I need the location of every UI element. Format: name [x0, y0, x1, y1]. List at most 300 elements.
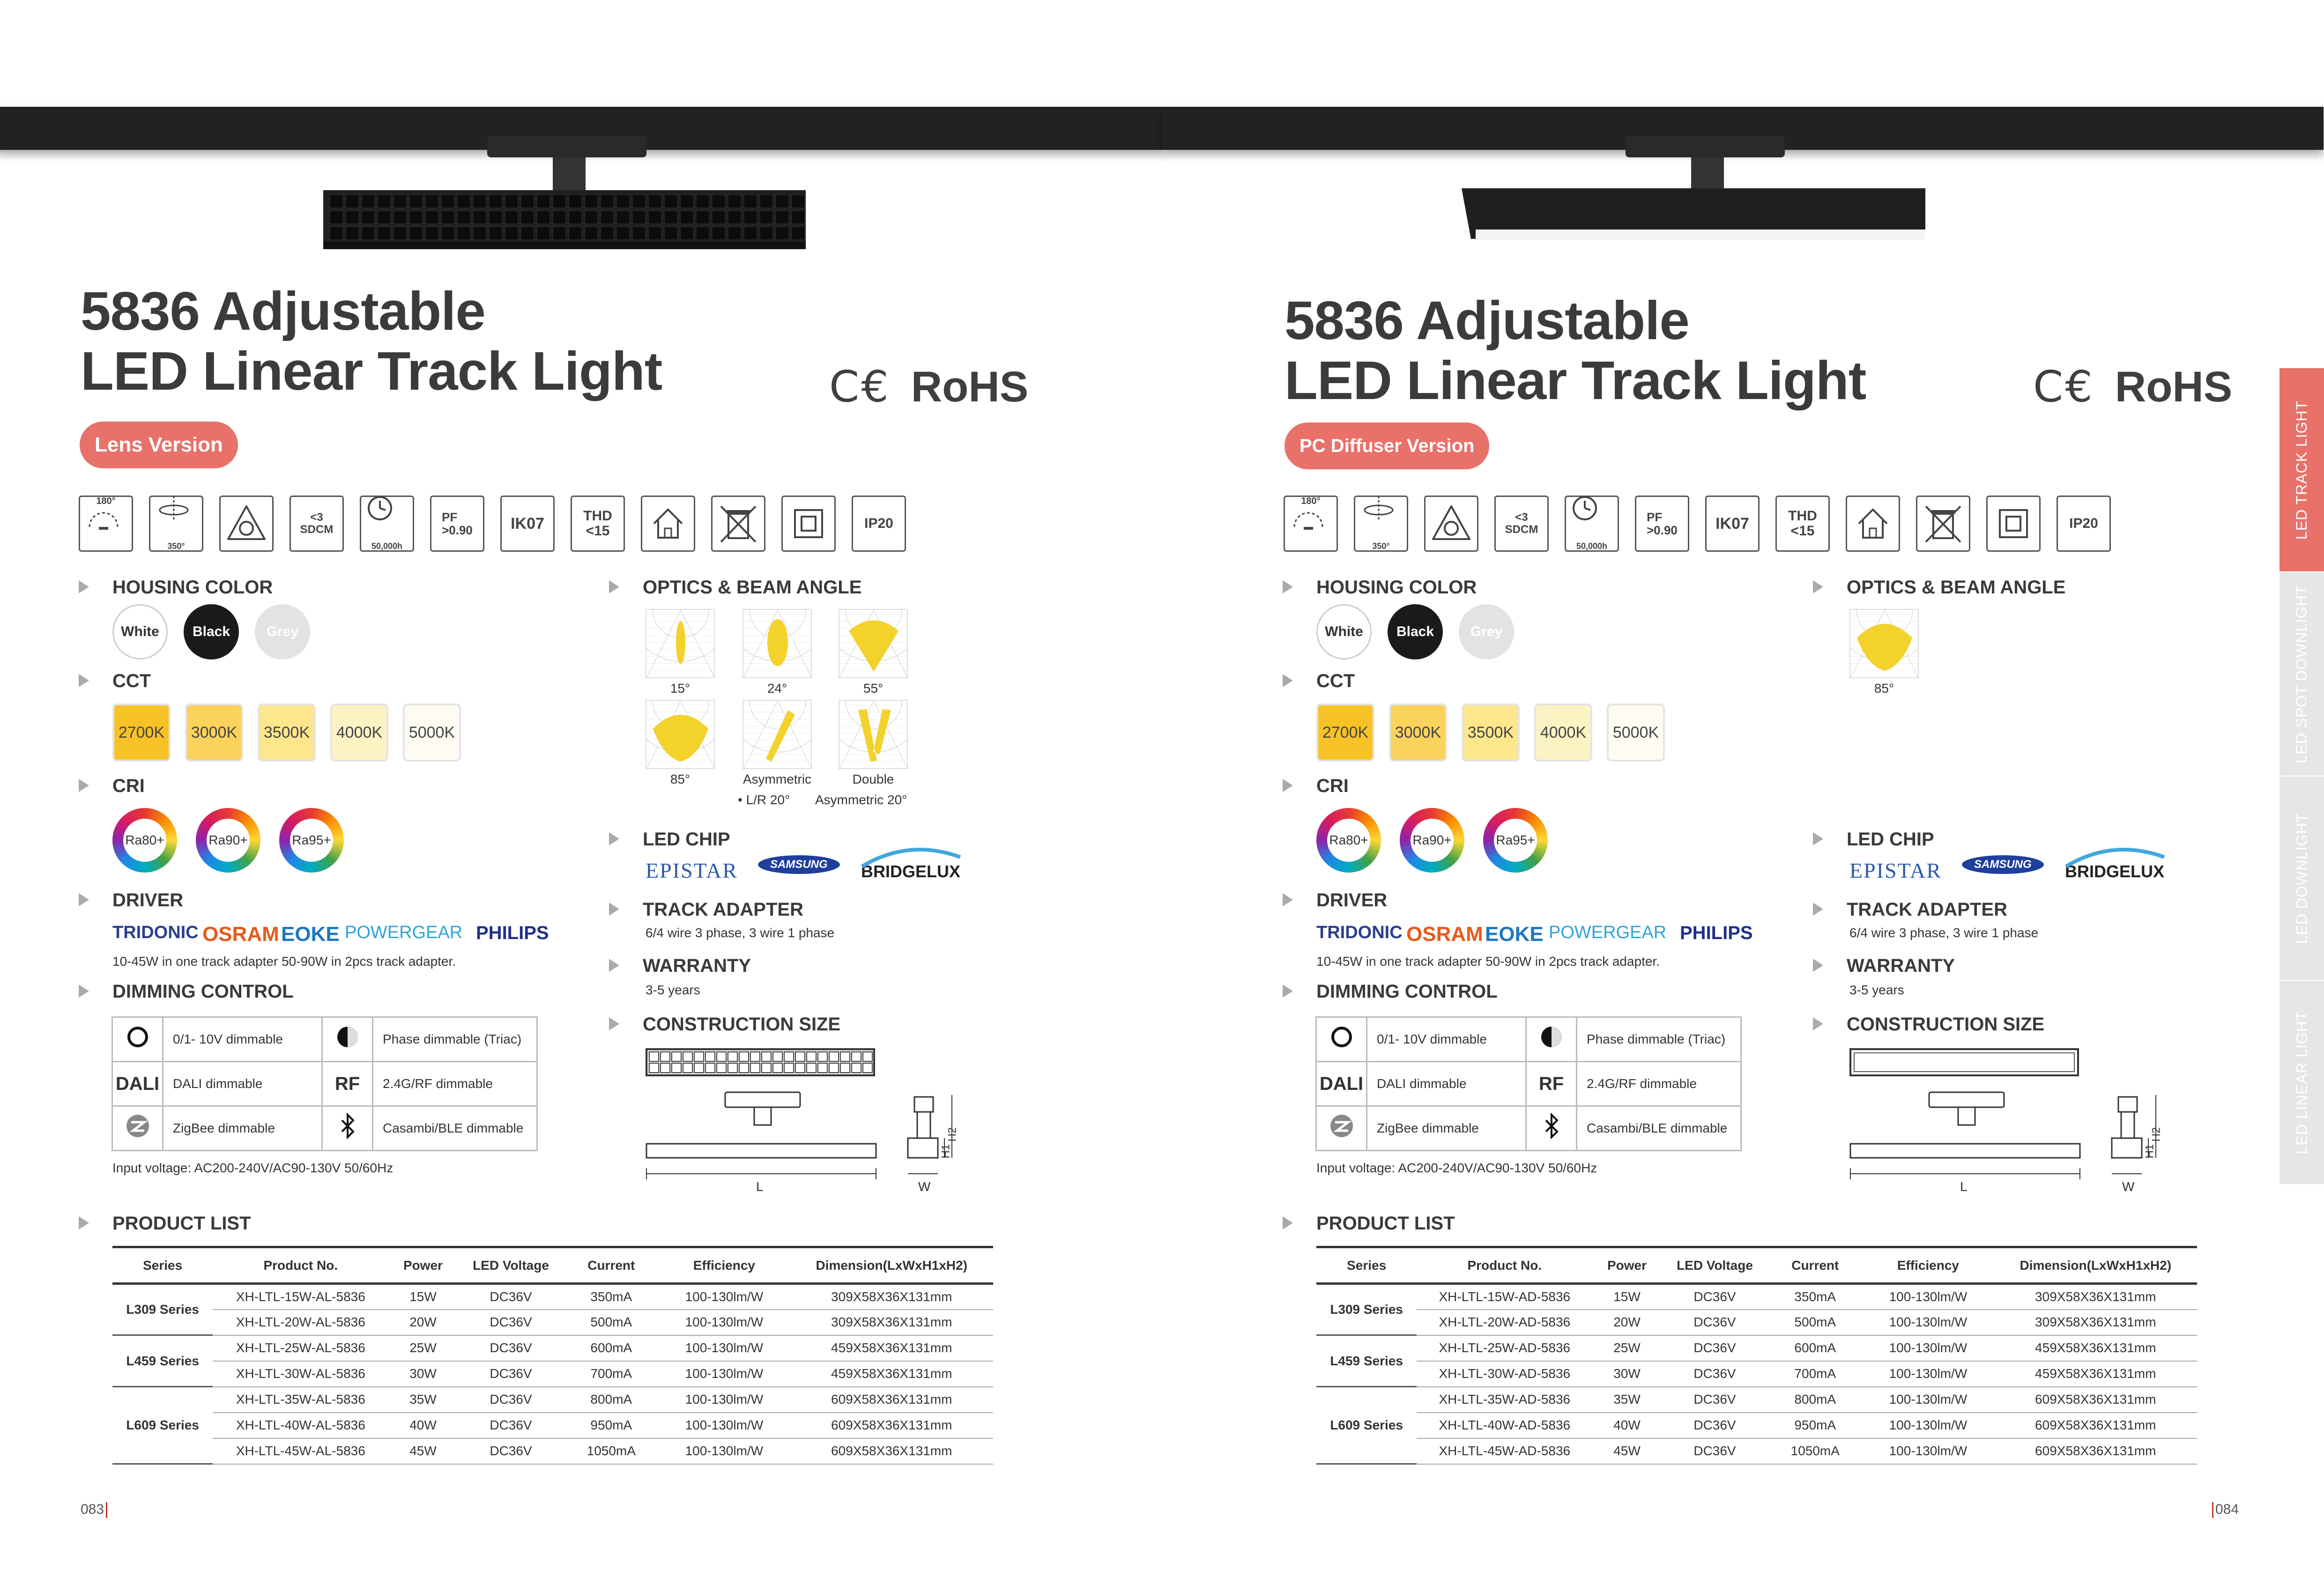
phase-dimmer-icon [1526, 1017, 1577, 1062]
product-cell: DC36V [458, 1310, 564, 1335]
rohs-mark: RoHS [911, 363, 1029, 411]
bullet-arrow-icon [1283, 779, 1293, 792]
section-track-adapter [609, 899, 803, 920]
weee-bin-icon [711, 496, 765, 552]
bullet-arrow-icon [79, 1216, 89, 1229]
cri-label: Ra90+ [1411, 819, 1454, 862]
section-label: LED CHIP [1847, 829, 1934, 850]
driver-brand-2: EOKE [281, 923, 340, 946]
section-product-list [1283, 1213, 1455, 1234]
table-row [112, 1284, 993, 1310]
product-cell: 40W [1592, 1413, 1661, 1438]
construction-side-view [1849, 1086, 2191, 1198]
rotate-350-icon [149, 496, 203, 552]
beam-note-asym: Asymmetric 20° [815, 792, 907, 807]
indoor-house-icon [1846, 496, 1900, 552]
triangle-eye-icon [219, 496, 274, 552]
product-cell: 45W [388, 1438, 457, 1464]
page-number-bar [106, 1502, 107, 1518]
class-ii-icon [781, 496, 836, 552]
ik-value: IK07 [1715, 515, 1749, 533]
tab-label: LED SPOT DOWNLIGHT [2293, 585, 2310, 763]
beam-angle-diagram-0 [646, 609, 715, 678]
section-warranty [609, 955, 751, 977]
section-cri [1283, 776, 1349, 797]
product-cell: DC36V [1662, 1438, 1768, 1464]
product-cell: 20W [1592, 1310, 1661, 1335]
section-dimming-control [79, 981, 294, 1002]
section-driver [79, 890, 183, 911]
driver-brand-2: EOKE [1485, 923, 1544, 946]
product-cell: 15W [1592, 1284, 1661, 1310]
chip-brand-epistar: EPISTAR [646, 859, 738, 882]
cri-label: Ra95+ [1494, 819, 1537, 862]
housing-color-2[interactable]: Grey [255, 604, 310, 659]
cri-label: Ra80+ [123, 819, 166, 862]
cri-option-1 [196, 808, 260, 873]
section-label: WARRANTY [1847, 955, 1955, 976]
cct-option-4[interactable]: 5000K [1607, 703, 1665, 762]
cct-option-3[interactable]: 4000K [330, 703, 388, 762]
column-header: Product No. [1417, 1247, 1592, 1284]
class-ii-icon [1986, 496, 2041, 552]
track-adapter-value: 6/4 wire 3 phase, 3 wire 1 phase [1849, 925, 2039, 940]
dali-text: DALI [1319, 1073, 1364, 1094]
power-factor-icon [430, 496, 484, 552]
product-cell: 950mA [1768, 1413, 1862, 1438]
bullet-arrow-icon [1813, 959, 1823, 972]
series-cell: L309 Series [112, 1284, 213, 1335]
tilt-180-icon [79, 496, 133, 552]
spec-icon-row [79, 496, 922, 552]
bullet-arrow-icon [1813, 903, 1823, 916]
product-cell: 100-130lm/W [1862, 1361, 1994, 1387]
section-label: LED CHIP [643, 829, 730, 850]
product-cell: DC36V [1662, 1335, 1768, 1361]
product-cell: 100-130lm/W [1862, 1387, 1994, 1413]
title-line-1: 5836 Adjustable [1285, 290, 1689, 351]
housing-color-0[interactable]: White [112, 604, 168, 659]
column-header: Product No. [213, 1247, 388, 1284]
beam-angle-label-1: 24° [767, 681, 787, 696]
product-cell: 609X58X36X131mm [790, 1387, 994, 1413]
table-row [1316, 1438, 2197, 1464]
beam-angle-label-5: Double [852, 772, 894, 786]
product-cell: 309X58X36X131mm [790, 1284, 994, 1310]
section-label: TRACK ADAPTER [643, 899, 803, 920]
tab-label: LED DOWNLIGHT [2293, 813, 2310, 944]
product-cell: 459X58X36X131mm [790, 1361, 994, 1387]
thd-value: <15 [1790, 523, 1815, 539]
rotation-label: 350° [1372, 541, 1390, 551]
section-label: CCT [112, 671, 151, 691]
power-factor-icon [1635, 496, 1689, 552]
cri-option-2 [1483, 808, 1548, 873]
section-label: PRODUCT LIST [1316, 1213, 1455, 1234]
bullet-arrow-icon [79, 580, 89, 593]
section-label: HOUSING COLOR [1316, 577, 1477, 598]
cct-option-2[interactable]: 3500K [1462, 703, 1520, 762]
driver-brand-0: TRIDONIC [112, 923, 199, 942]
product-cell: 100-130lm/W [658, 1335, 790, 1361]
thd-label: THD [583, 508, 612, 524]
bullet-arrow-icon [609, 903, 619, 916]
product-cell: DC36V [1662, 1310, 1768, 1335]
bullet-arrow-icon [609, 832, 619, 845]
column-header: Dimension(LxWxH1xH2) [1994, 1247, 2198, 1284]
product-title [1285, 290, 1866, 410]
ik-value: IK07 [511, 515, 544, 533]
cct-option-1[interactable]: 3000K [1389, 703, 1447, 762]
cct-option-2[interactable]: 3500K [258, 703, 316, 762]
ip-value: IP20 [864, 516, 893, 531]
beam-angle-diagram-1 [742, 609, 812, 678]
product-cell: XH-LTL-40W-AD-5836 [1417, 1413, 1592, 1438]
dimming-table [111, 1016, 538, 1151]
driver-brand-0: TRIDONIC [1316, 923, 1403, 942]
sdcm-value: <3 [1515, 511, 1528, 524]
dim-label-h2: H2 [946, 1127, 959, 1142]
product-cell: 25W [388, 1335, 457, 1361]
angle-label: 180° [1301, 496, 1321, 506]
beam-angle-diagram-5 [839, 700, 908, 769]
product-cell: 500mA [1768, 1310, 1862, 1335]
product-cell: 100-130lm/W [658, 1387, 790, 1413]
column-header: Efficiency [658, 1247, 790, 1284]
driver-note: 10-45W in one track adapter 50-90W in 2pcs track adapter. [1316, 954, 1660, 969]
dimming-option: 2.4G/RF dimmable [373, 1062, 537, 1106]
thd-icon [571, 496, 625, 552]
housing-color-2[interactable]: Grey [1459, 604, 1514, 659]
driver-note: 10-45W in one track adapter 50-90W in 2pcs track adapter. [112, 954, 456, 969]
product-cell: XH-LTL-35W-AD-5836 [1417, 1387, 1592, 1413]
product-cell: 600mA [1768, 1335, 1862, 1361]
table-row [112, 1438, 993, 1464]
page-number-text: 083 [81, 1502, 104, 1517]
column-header: Power [388, 1247, 457, 1284]
sdcm-label: SDCM [300, 523, 334, 536]
table-row [1316, 1361, 2197, 1387]
product-cell: 309X58X36X131mm [790, 1310, 994, 1335]
section-label: CRI [112, 776, 145, 796]
ik-rating-icon [500, 496, 555, 552]
bridgelux-swoosh-icon [2061, 843, 2169, 876]
product-cell: 1050mA [564, 1438, 658, 1464]
bullet-arrow-icon [1283, 1216, 1293, 1229]
column-header: Current [564, 1247, 658, 1284]
construction-top-view [1849, 1048, 2079, 1078]
dimming-option: 0/1- 10V dimmable [1367, 1017, 1526, 1062]
dim-label-h2: H2 [2150, 1127, 2163, 1142]
series-cell: L309 Series [1316, 1284, 1417, 1335]
page-number [81, 1502, 109, 1518]
product-cell: XH-LTL-15W-AL-5836 [213, 1284, 388, 1310]
dim-label-l: L [1960, 1179, 1968, 1194]
section-label: OPTICS & BEAM ANGLE [643, 577, 862, 598]
driver-brand-1: OSRAM [1406, 923, 1483, 946]
tab-label: LED LINEAR LIGHT [2293, 1011, 2310, 1154]
section-optics-beam-angle [609, 577, 861, 598]
product-cell: 15W [388, 1284, 457, 1310]
product-cell: 100-130lm/W [1862, 1310, 1994, 1335]
product-cell: 350mA [1768, 1284, 1862, 1310]
beam-angle-diagram-2 [839, 609, 908, 678]
rf-icon [1526, 1062, 1577, 1106]
lifespan-value: 50,000h [371, 541, 403, 551]
product-cell: 30W [388, 1361, 457, 1387]
product-cell: 459X58X36X131mm [1994, 1335, 2198, 1361]
page-number-text: 084 [2215, 1502, 2239, 1517]
cct-option-4[interactable]: 5000K [403, 703, 461, 762]
section-housing-color [79, 577, 273, 598]
dimming-option: Phase dimmable (Triac) [373, 1017, 537, 1062]
product-cell: 609X58X36X131mm [790, 1438, 994, 1464]
product-cell: XH-LTL-45W-AL-5836 [213, 1438, 388, 1464]
section-label: DRIVER [112, 890, 184, 911]
ip-rating-icon [852, 496, 906, 552]
track-light-diffuser-fixture [1457, 136, 1925, 248]
product-cell: XH-LTL-25W-AD-5836 [1417, 1335, 1592, 1361]
sdcm-value: <3 [310, 511, 323, 524]
tab-led-linear-light[interactable] [2279, 981, 2324, 1184]
cri-option-0 [1316, 808, 1381, 873]
cct-option-0[interactable]: 2700K [1316, 703, 1374, 762]
column-header: Series [112, 1247, 213, 1284]
sdcm-icon [290, 496, 344, 552]
product-cell: 800mA [1768, 1387, 1862, 1413]
cct-option-0[interactable]: 2700K [112, 703, 171, 762]
dimming-option: 2.4G/RF dimmable [1577, 1062, 1741, 1106]
section-label: WARRANTY [643, 955, 751, 976]
beam-angle-label-3: 85° [670, 772, 691, 786]
dimming-option: 0/1- 10V dimmable [163, 1017, 322, 1062]
rotate-350-icon [1354, 496, 1408, 552]
driver-brand-3: POWERGEAR [345, 923, 463, 942]
column-header: Dimension(LxWxH1xH2) [790, 1247, 994, 1284]
bullet-arrow-icon [1813, 1017, 1823, 1030]
zigbee-icon [1316, 1106, 1367, 1151]
table-row [1316, 1413, 2197, 1438]
product-cell: 309X58X36X131mm [1994, 1284, 2198, 1310]
product-cell: 40W [388, 1413, 457, 1438]
column-header: Power [1592, 1247, 1661, 1284]
cri-option-1 [1400, 808, 1464, 873]
ik-rating-icon [1705, 496, 1760, 552]
bullet-arrow-icon [1813, 580, 1823, 593]
series-cell: L459 Series [112, 1335, 213, 1387]
section-cri [79, 776, 145, 797]
dimming-option: ZigBee dimmable [1367, 1106, 1526, 1151]
product-cell: 609X58X36X131mm [1994, 1438, 2198, 1464]
product-cell: DC36V [1662, 1361, 1768, 1387]
bullet-arrow-icon [1283, 985, 1293, 998]
section-construction-size [609, 1014, 840, 1035]
rf-text: RF [334, 1073, 360, 1094]
product-cell: XH-LTL-45W-AD-5836 [1417, 1438, 1592, 1464]
dimming-row [112, 1106, 537, 1151]
title-line-1: 5836 Adjustable [81, 281, 485, 341]
housing-color-0[interactable]: White [1316, 604, 1372, 659]
product-cell: DC36V [458, 1361, 564, 1387]
input-voltage: Input voltage: AC200-240V/AC90-130V 50/60Hz [1316, 1161, 1597, 1175]
product-table-header [112, 1247, 993, 1284]
product-cell: 500mA [564, 1310, 658, 1335]
product-cell: 100-130lm/W [1862, 1438, 1994, 1464]
lifespan-value: 50,000h [1576, 541, 1608, 551]
product-cell: 45W [1592, 1438, 1661, 1464]
product-table [112, 1246, 993, 1465]
triangle-eye-icon [1424, 496, 1478, 552]
product-cell: 35W [1592, 1387, 1661, 1413]
pf-label: PF [442, 510, 458, 524]
cri-label: Ra80+ [1327, 819, 1370, 862]
product-cell: 100-130lm/W [658, 1413, 790, 1438]
bullet-arrow-icon [1283, 893, 1293, 906]
product-cell: DC36V [1662, 1387, 1768, 1413]
dimming-option: Casambi/BLE dimmable [1577, 1106, 1741, 1151]
product-cell: 100-130lm/W [658, 1284, 790, 1310]
cct-option-3[interactable]: 4000K [1534, 703, 1592, 762]
product-cell: DC36V [458, 1335, 564, 1361]
series-cell: L459 Series [1316, 1335, 1417, 1387]
pf-label: PF [1647, 510, 1663, 524]
product-cell: 600mA [564, 1335, 658, 1361]
dim-label-l: L [756, 1179, 764, 1194]
ce-mark: C€ [2033, 362, 2094, 412]
product-cell: DC36V [458, 1387, 564, 1413]
product-cell: XH-LTL-30W-AD-5836 [1417, 1361, 1592, 1387]
product-cell: DC36V [458, 1284, 564, 1310]
cct-option-1[interactable]: 3000K [185, 703, 243, 762]
bluetooth-icon [322, 1106, 373, 1151]
beam-angle-label-0: 15° [670, 681, 691, 696]
series-cell: L609 Series [112, 1387, 213, 1464]
track-adapter-value: 6/4 wire 3 phase, 3 wire 1 phase [646, 925, 835, 940]
column-header: Efficiency [1862, 1247, 1994, 1284]
product-cell: DC36V [1662, 1284, 1768, 1310]
section-led-chip [609, 829, 730, 850]
section-label: DRIVER [1316, 890, 1388, 911]
section-construction-size [1813, 1014, 2044, 1035]
section-label: TRACK ADAPTER [1847, 899, 2007, 920]
housing-color-1[interactable]: Black [1388, 604, 1443, 659]
beam-angle-label-0: 85° [1874, 681, 1894, 696]
housing-color-1[interactable]: Black [184, 604, 239, 659]
product-cell: XH-LTL-25W-AL-5836 [213, 1335, 388, 1361]
product-cell: 100-130lm/W [658, 1310, 790, 1335]
thd-label: THD [1788, 508, 1817, 524]
dim-label-w: W [2122, 1179, 2135, 1194]
beam-angle-label-4: Asymmetric [742, 772, 812, 786]
section-dimming-control [1283, 981, 1498, 1002]
chip-brand-samsung: SAMSUNG [758, 855, 840, 874]
lifespan-icon [1565, 496, 1619, 552]
ce-mark: C€ [829, 362, 891, 412]
series-cell: L609 Series [1316, 1387, 1417, 1464]
dali-icon [112, 1062, 163, 1106]
beam-note-lr: • L/R 20° [738, 792, 790, 807]
title-line-2: LED Linear Track Light [1285, 350, 1866, 411]
beam-angle-diagram-0 [1849, 609, 1919, 678]
product-cell: 1050mA [1768, 1438, 1862, 1464]
dali-icon [1316, 1062, 1367, 1106]
table-row [112, 1335, 993, 1361]
bullet-arrow-icon [609, 580, 619, 593]
page-number-bar [2212, 1502, 2213, 1518]
warranty-value: 3-5 years [1849, 983, 1904, 997]
ip-value: IP20 [2069, 516, 2098, 531]
section-label: CCT [1316, 671, 1355, 691]
page-number [2210, 1502, 2239, 1518]
table-row [1316, 1387, 2197, 1413]
product-cell: 35W [388, 1387, 457, 1413]
bullet-arrow-icon [79, 674, 89, 687]
section-label: DIMMING CONTROL [1316, 981, 1498, 1002]
section-cct [1283, 671, 1355, 692]
chip-brand-samsung: SAMSUNG [1962, 855, 2044, 874]
product-cell: 700mA [564, 1361, 658, 1387]
bullet-arrow-icon [79, 985, 89, 998]
tab-led-spot-downlight[interactable] [2279, 572, 2324, 776]
product-cell: 459X58X36X131mm [1994, 1361, 2198, 1387]
dimming-option: Casambi/BLE dimmable [373, 1106, 537, 1151]
product-table-header [1316, 1247, 2197, 1284]
table-row [1316, 1310, 2197, 1335]
tab-led-track-light[interactable] [2279, 368, 2324, 571]
section-driver [1283, 890, 1387, 911]
sdcm-icon [1494, 496, 1549, 552]
tab-label: LED TRACK LIGHT [2293, 400, 2310, 540]
cri-option-2 [279, 808, 344, 873]
weee-bin-icon [1916, 496, 1970, 552]
product-cell: 100-130lm/W [1862, 1335, 1994, 1361]
certifications [2033, 362, 2232, 412]
product-cell: DC36V [458, 1438, 564, 1464]
section-label: PRODUCT LIST [112, 1213, 251, 1234]
driver-brand-1: OSRAM [202, 923, 279, 946]
product-cell: DC36V [458, 1413, 564, 1438]
table-row [112, 1310, 993, 1335]
driver-brand-4: PHILIPS [476, 923, 549, 943]
dial-knob-icon [112, 1017, 163, 1062]
section-led-chip [1813, 829, 1934, 850]
chip-brand-bridgelux: BRIDGELUX [861, 862, 961, 881]
product-cell: 950mA [564, 1413, 658, 1438]
thd-icon [1775, 496, 1830, 552]
tab-led-downlight[interactable] [2279, 777, 2324, 980]
cri-option-0 [112, 808, 177, 873]
dim-label-w: W [918, 1179, 931, 1194]
driver-brand-4: PHILIPS [1680, 923, 1753, 943]
section-warranty [1813, 955, 1955, 977]
table-row [1316, 1335, 2197, 1361]
beam-angle-diagram-4 [742, 700, 812, 769]
title-line-2: LED Linear Track Light [81, 341, 662, 401]
section-label: OPTICS & BEAM ANGLE [1847, 577, 2066, 598]
product-cell: 100-130lm/W [658, 1438, 790, 1464]
product-cell: 309X58X36X131mm [1994, 1310, 2198, 1335]
bullet-arrow-icon [1813, 832, 1823, 845]
section-cct [79, 671, 151, 692]
product-cell: 100-130lm/W [1862, 1284, 1994, 1310]
bridgelux-swoosh-icon [857, 843, 965, 876]
ip-rating-icon [2057, 496, 2111, 552]
dimming-row [1316, 1106, 1741, 1151]
section-product-list [79, 1213, 251, 1234]
dali-text: DALI [115, 1073, 160, 1094]
table-row [1316, 1284, 2197, 1310]
dimming-option: DALI dimmable [163, 1062, 322, 1106]
